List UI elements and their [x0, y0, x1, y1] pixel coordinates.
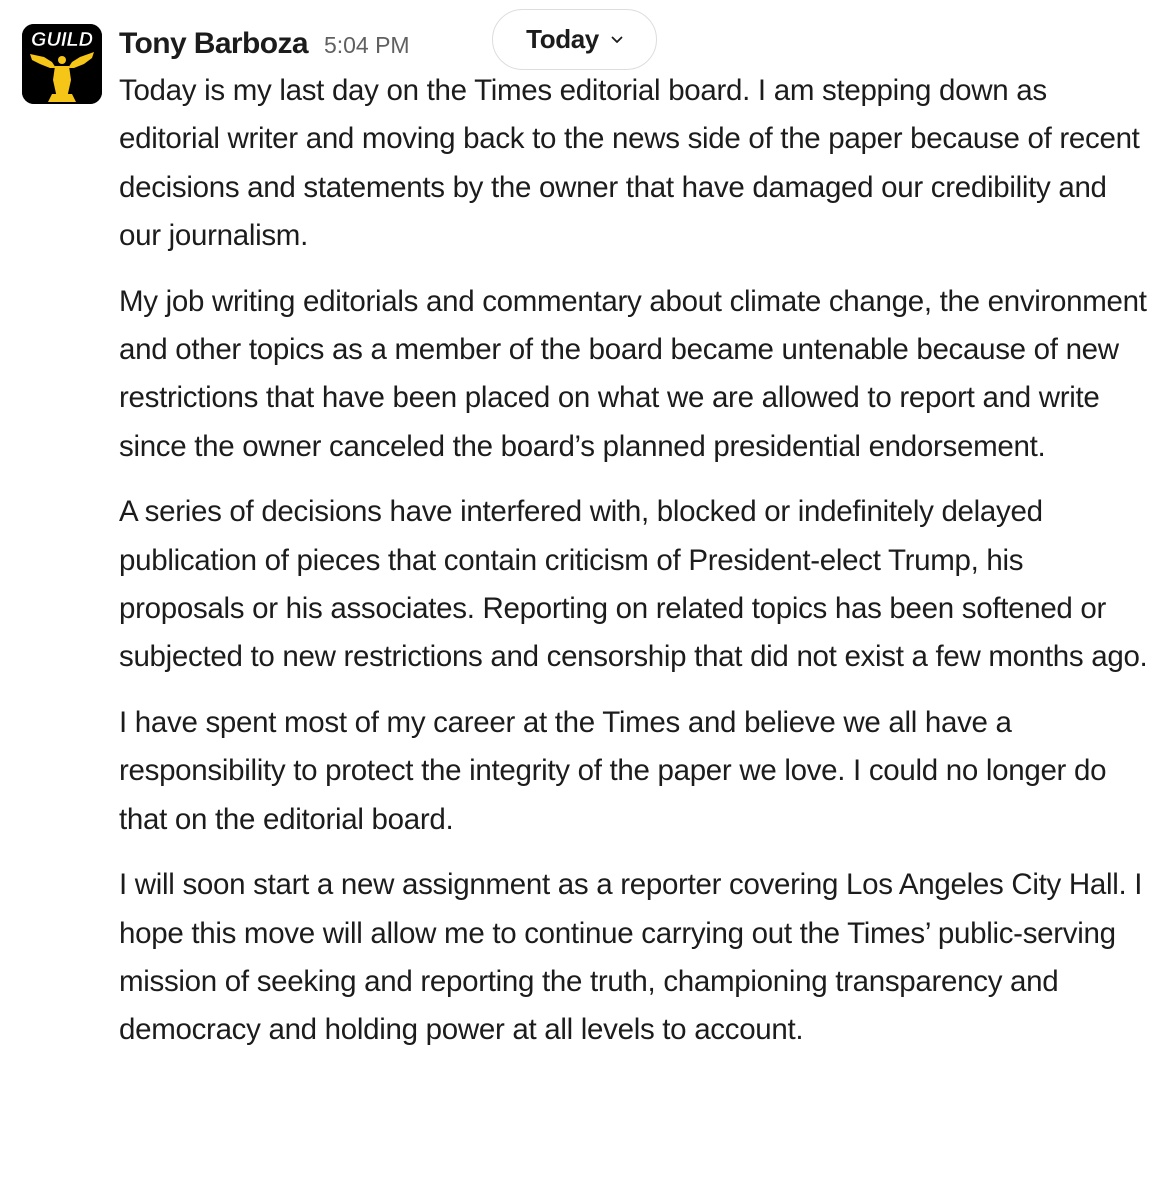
message-paragraph: I will soon start a new assignment as a reporter covering Los Angeles City Hall. I hope this move will allow me to continue carrying out the Times’ public-serving mission of seeking and reporting the truth, championing transparency and democracy and holding power at all levels to account.: [119, 868, 1143, 1047]
avatar[interactable]: [22, 24, 102, 104]
date-divider-label: Today: [526, 24, 599, 54]
timestamp[interactable]: 5:04 PM: [323, 32, 410, 58]
message-paragraph: A series of decisions have interfered with, blocked or indefinitely delayed publication of pieces that contain criticism of President-elect Trump, his proposals or his associates. Reporting on related topics has been softened or subjected to new restrictions and censorship that did not exist a few months ago.: [119, 495, 1148, 674]
date-divider-button[interactable]: [492, 9, 657, 70]
message-paragraph: My job writing editorials and commentary about climate change, the environment and other topics as a member of the board became untenable because of new restrictions that have been placed on what we are allowed to report and write since the owner canceled the board’s planned presidential endorsement.: [119, 284, 1147, 463]
svg-text:GUILD: GUILD: [30, 29, 94, 51]
message-body: [119, 67, 1149, 1072]
message-paragraph: Today is my last day on the Times editorial board. I am stepping down as editorial writer and moving back to the news side of the paper because of recent decisions and statements by the owner that have damaged our credibility and our journalism.: [119, 74, 1140, 253]
message-header: [119, 20, 410, 68]
chevron-down-icon: [611, 36, 623, 44]
sender-name[interactable]: Tony Barboza: [119, 27, 308, 60]
message-paragraph: I have spent most of my career at the Times and believe we all have a responsibility to protect the integrity of the paper we love. I could no longer do that on the editorial board.: [119, 705, 1107, 836]
guild-logo-icon: [22, 24, 102, 104]
